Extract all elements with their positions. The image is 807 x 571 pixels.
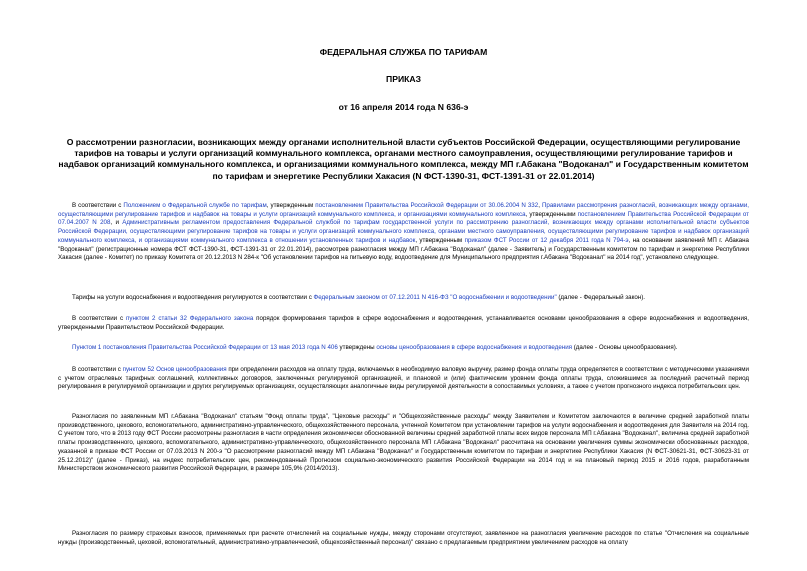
paragraph-article-32	[58, 315, 749, 332]
document-type: ПРИКАЗ	[386, 74, 421, 84]
paragraph-legal-basis	[58, 202, 749, 263]
text: при определении расходов на оплату труда, включаемых в необходимую валовую выручку, размер фонда оплаты труда определяется в соответствии с методическими указаниями с учетом отраслевых тарифных соглашений, коллективных договоров, заключенных регулируемой организацией, и плановой и (или) фактическим уровнем фонда оплаты труда, сложившимся за последний расчетный период регулирования в регулируемой организации и других регулируемых организациях, осуществляющих аналогичные виды регулируемой деятельности в сопоставимых условиях, а также с учетом прогнозного индекса потребительских цен.	[58, 366, 750, 391]
link-fst-order-794[interactable]: приказом ФСТ России от 12 декабря 2011 года N 794-э	[464, 236, 629, 244]
text: ,	[538, 202, 542, 209]
text: , утвержденным	[266, 202, 316, 209]
link-administrative-regulation[interactable]: Административным регламентом предоставления Федеральной службой по тарифам государственной услуги по рассмотрению разногласий, возникающих между органами исполнительной власти субъектов Российской Федерации, осуществляющими регулирование тарифов на товары и услуги организаций коммунального комплекса, органами местного самоуправления, осуществляющими регулирование тарифов и надбавок организаций коммунального комплекса, и организациями коммунального комплекса в отношении установленных тарифов и надбавок	[58, 219, 749, 244]
link-dispute-rules[interactable]: Правилами рассмотрения разногласий, возникающих между органами, осуществляющими регулирование тарифов и надбавок на товары и услуги организаций коммунального комплекса, и организациями коммунального комплекса	[58, 202, 749, 218]
text: Тарифы на услуги водоснабжения и водоотведения регулируются в соответствии с	[72, 294, 314, 301]
paragraph-federal-law	[58, 294, 749, 303]
link-fst-regulation[interactable]: Положением о Федеральной службе по тарифам	[123, 202, 267, 209]
link-pricing-fundamentals[interactable]: основы ценообразования в сфере водоснабжения и водоотведения	[376, 344, 572, 351]
link-federal-law-416[interactable]: Федеральным законом от 07.12.2011 N 416-ФЗ "О водоснабжении и водоотведении"	[313, 294, 557, 301]
text: В соответствии с	[72, 202, 124, 209]
link-article-32[interactable]: пунктом 2 статьи 32 Федерального закона	[126, 315, 254, 322]
document-date: от 16 апреля 2014 года N 636-э	[338, 102, 469, 112]
paragraph-item-52	[58, 366, 749, 392]
text: В соответствии с	[72, 366, 123, 373]
text: , утвержденным	[415, 236, 465, 244]
text: В соответствии с	[72, 315, 127, 322]
text: порядок формирования тарифов в сфере водоснабжения и водоотведения, устанавливается основами ценообразования в сфере водоснабжения и водоотведения, утвержденными Правительством Российской Федерации.	[58, 315, 749, 331]
agency-name: ФЕДЕРАЛЬНАЯ СЛУЖБА ПО ТАРИФАМ	[319, 47, 488, 57]
text: , утвержденными	[525, 210, 578, 218]
link-item-52[interactable]: пунктом 52 Основ ценообразования	[122, 366, 227, 373]
paragraph-resolution-406	[58, 344, 749, 353]
link-resolution-406[interactable]: Пунктом 1 постановления Правительства Российской Федерации от 13 мая 2013 года N 406	[72, 344, 338, 351]
text: (далее - Федеральный закон).	[556, 294, 645, 301]
link-government-resolution-208[interactable]: постановлением Правительства Российской Федерации от 07.04.2007 N 208	[58, 210, 749, 227]
text: (далее - Основы ценообразования).	[572, 344, 678, 351]
paragraph-disputes-wages: Разногласия по заявленным МП г.Абакана "Водоканал" статьям "Фонд оплаты труда", "Цеховые расходы" и "Общехозяйственные расходы" между Заявителем и Комитетом заключаются в величине средней заработной платы производственного, цехового, вспомогательного, административно-управленческого, общехозяйственного персонала, учтенной Комитетом при установлении тарифов на услуги водоснабжения и водоотведения для Заявителя на 2014 год. С учетом того, что в 2013 году ФСТ России рассмотрены разногласия в части определения экономически обоснованной величины средней заработной платы всех видов персонала МП г.Абакана "Водоканал", величина средней заработной платы производственного, цехового, вспомогательного, административно-управленческого, общехозяйственного персонала МП г.Абакана "Водоканал" рассчитана на основании увеличения суммы экономически обоснованных расходов, указанной в приказе ФСТ России от 07.03.2013 N 200-э "О рассмотрении разногласий между МП г.Абакана "Водоканал" и Государственным комитетом по тарифам и энергетике Республики Хакасия (N ФСТ-30621-31, ФСТ-30623-31 от 25.12.2012)" (далее - Приказ), на индекс потребительских цен, рекомендованный Прогнозом социально-экономического развития Российской Федерации на 2014 год и на плановый период 2015 и 2016 годов, разработанным Министерством экономического развития Российской Федерации, в размере 105,9% (2014/2013).	[58, 413, 749, 473]
paragraph-insurance: Разногласия по размеру страховых взносов, применяемых при расчете отчислений на социальные нужды, между сторонами отсутствуют, заявленное на разногласия увеличение расходов по статье "Отчисления на социальные нужды (производственный, цеховой, вспомогательный, административно-управленческий, общехозяйственный персонал)" связано с предлагаемым предприятием увеличением расходов на оплату	[58, 530, 749, 546]
document-title: О рассмотрении разногласии, возникающих между органами исполнительной власти субъектов Российской Федерации, осуществляющими регулирование тарифов на товары и услуги организаций коммунального комплекса, органами местного самоуправления, осуществляющими регулирование тарифов и надбавок организаций коммунального комплекса, и организациями коммунального комплекса, между МП г.Абакана "Водоканал" и Государственным комитетом по тарифам и энергетике Республики Хакасия (N ФСТ-1390-31, ФСТ-1391-31 от 22.01.2014)	[58, 137, 749, 181]
text: утверждены	[337, 344, 377, 351]
text: , и	[110, 219, 123, 227]
link-government-resolution-332[interactable]: постановлением Правительства Российской Федерации от 30.06.2004 N 332	[315, 202, 539, 209]
text: , на основании заявлений МП г. Абакана "Водоканал" (регистрационные номера ФСТ ФСТ-1390-31, ФСТ-1391-31 от 22.01.2014), рассмотрев разногласия между МП г.Абакана "Водоканал" (далее - Заявитель) и Государственным комитетом по тарифам и энергетике Республики Хакасия (далее - Комитет) по приказу Комитета от 20.12.2013 N 284-к "Об установлении тарифов на питьевую воду, водоотведение для Муниципального предприятия г.Абакана "Водоканал" на 2014 год", установлено следующее.	[58, 236, 749, 262]
